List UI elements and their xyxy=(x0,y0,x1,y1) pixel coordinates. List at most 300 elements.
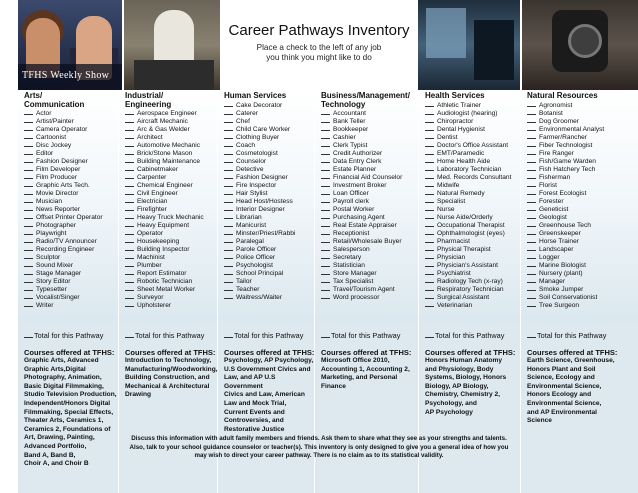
job-label: Musician xyxy=(36,198,63,205)
job-check-blank[interactable] xyxy=(321,292,330,299)
job-item xyxy=(24,132,103,140)
job-check-blank[interactable] xyxy=(527,260,536,267)
job-item xyxy=(425,148,511,156)
job-check-blank[interactable] xyxy=(24,300,33,307)
job-check-blank[interactable] xyxy=(24,132,33,139)
job-check-blank[interactable] xyxy=(425,156,434,163)
job-item xyxy=(224,276,295,284)
job-item xyxy=(224,164,295,172)
job-label: Cosmetologist xyxy=(236,150,278,157)
job-item xyxy=(425,116,511,124)
job-check-blank[interactable] xyxy=(125,188,134,195)
job-item xyxy=(224,188,295,196)
job-label: Payroll clerk xyxy=(333,198,369,205)
job-item xyxy=(321,172,402,180)
job-check-blank[interactable] xyxy=(125,220,134,227)
pathway-heading-line: Engineering xyxy=(125,100,172,109)
pathway-heading-line: Human Services xyxy=(224,91,287,100)
job-check-blank[interactable] xyxy=(425,100,434,107)
job-check-blank[interactable] xyxy=(321,196,330,203)
job-check-blank[interactable] xyxy=(224,212,233,219)
job-label: Athletic Trainer xyxy=(437,102,481,109)
job-check-blank[interactable] xyxy=(321,212,330,219)
job-check-blank[interactable] xyxy=(527,164,536,171)
job-check-blank[interactable] xyxy=(125,132,134,139)
courses-list: Graphic Arts, Advanced Graphic Arts,Digital Photography, Animation, Basic Digital Filmmaking, Studio Television Production, Independent/Honors Digital Filmmaking, Special Effects, Theater Arts, Ceramics 1, Ceramics 2, Foundations of Art, Drawing, Painting, Advanced Portfolio, Band A, Band B, Choir A, and Choir B xyxy=(24,357,117,468)
job-check-blank[interactable] xyxy=(125,300,134,307)
job-label: Investment Broker xyxy=(333,182,387,189)
job-check-blank[interactable] xyxy=(425,220,434,227)
job-item xyxy=(24,140,103,148)
job-label: Arc & Gas Welder xyxy=(137,126,190,133)
job-item xyxy=(224,212,295,220)
job-item xyxy=(125,300,204,308)
job-item xyxy=(527,252,604,260)
job-label: Loan Officer xyxy=(333,190,369,197)
job-check-blank[interactable] xyxy=(527,236,536,243)
job-item xyxy=(527,292,604,300)
job-check-blank[interactable] xyxy=(321,164,330,171)
job-check-blank[interactable] xyxy=(224,220,233,227)
job-check-blank[interactable] xyxy=(321,220,330,227)
job-label: Doctor's Office Assistant xyxy=(437,142,509,149)
job-check-blank[interactable] xyxy=(321,108,330,115)
job-check-blank[interactable] xyxy=(425,292,434,299)
job-label: Vocalist/Singer xyxy=(36,294,80,301)
job-label: Fiber Technologist xyxy=(539,142,593,149)
footer-note xyxy=(0,435,638,461)
job-check-blank[interactable] xyxy=(224,116,233,123)
job-check-blank[interactable] xyxy=(527,148,536,155)
job-label: Stage Manager xyxy=(36,270,82,277)
job-check-blank[interactable] xyxy=(125,156,134,163)
job-check-blank[interactable] xyxy=(24,156,33,163)
job-check-blank[interactable] xyxy=(425,252,434,259)
job-check-blank[interactable] xyxy=(125,228,134,235)
total-label: Total for this Pathway xyxy=(135,331,205,340)
job-label: Dental Hygienist xyxy=(437,126,486,133)
job-check-blank[interactable] xyxy=(527,244,536,251)
job-label: Manager xyxy=(539,278,566,285)
job-check-blank[interactable] xyxy=(125,140,134,147)
job-label: Natural Remedy xyxy=(437,190,485,197)
job-item xyxy=(527,244,604,252)
job-check-blank[interactable] xyxy=(224,164,233,171)
job-item xyxy=(527,276,604,284)
job-check-blank[interactable] xyxy=(527,172,536,179)
job-check-blank[interactable] xyxy=(224,132,233,139)
job-item xyxy=(24,164,103,172)
photographer-photo xyxy=(522,0,638,90)
job-check-blank[interactable] xyxy=(24,252,33,259)
job-check-blank[interactable] xyxy=(125,164,134,171)
job-label: Bookkeeper xyxy=(333,126,369,133)
job-check-blank[interactable] xyxy=(125,260,134,267)
job-label: Radio/TV Announcer xyxy=(36,238,97,245)
pathway-column xyxy=(315,90,418,493)
job-check-blank[interactable] xyxy=(425,228,434,235)
job-label: Fish/Game Warden xyxy=(539,158,596,165)
courses-label: Courses offered at TFHS: xyxy=(527,348,618,357)
job-check-blank[interactable] xyxy=(125,252,134,259)
job-item xyxy=(425,228,511,236)
header xyxy=(0,0,638,90)
job-label: Statistician xyxy=(333,262,365,269)
job-check-blank[interactable] xyxy=(425,140,434,147)
job-item xyxy=(321,156,402,164)
job-item xyxy=(527,132,604,140)
job-item xyxy=(425,244,511,252)
job-check-blank[interactable] xyxy=(24,268,33,275)
job-item xyxy=(24,228,103,236)
job-item xyxy=(425,172,511,180)
job-label: Heavy Truck Mechanic xyxy=(137,214,204,221)
job-item xyxy=(527,148,604,156)
job-check-blank[interactable] xyxy=(224,140,233,147)
job-label: Heavy Equipment xyxy=(137,222,190,229)
job-label: Credit Authorizer xyxy=(333,150,383,157)
job-check-blank[interactable] xyxy=(24,244,33,251)
job-item xyxy=(224,140,295,148)
job-check-blank[interactable] xyxy=(24,172,33,179)
pathway-heading-line: Natural Resources xyxy=(527,91,598,100)
job-check-blank[interactable] xyxy=(224,196,233,203)
job-label: Radiology Tech (x-ray) xyxy=(437,278,503,285)
job-check-blank[interactable] xyxy=(24,148,33,155)
job-label: Fashion Designer xyxy=(236,174,288,181)
job-label: Chemical Engineer xyxy=(137,182,193,189)
job-check-blank[interactable] xyxy=(425,124,434,131)
job-check-blank[interactable] xyxy=(527,140,536,147)
job-check-blank[interactable] xyxy=(425,268,434,275)
job-label: Farmer/Rancher xyxy=(539,134,588,141)
job-label: Pharmacist xyxy=(437,238,470,245)
job-check-blank[interactable] xyxy=(224,148,233,155)
job-label: Camera Operator xyxy=(36,126,88,133)
job-item xyxy=(425,132,511,140)
job-check-blank[interactable] xyxy=(527,228,536,235)
job-check-blank[interactable] xyxy=(224,244,233,251)
job-item xyxy=(425,108,511,116)
job-check-blank[interactable] xyxy=(24,276,33,283)
job-check-blank[interactable] xyxy=(125,284,134,291)
job-label: Actor xyxy=(36,110,52,117)
job-label: Detective xyxy=(236,166,264,173)
job-check-blank[interactable] xyxy=(24,228,33,235)
job-label: Fire Inspector xyxy=(236,182,277,189)
job-check-blank[interactable] xyxy=(24,140,33,147)
total-blank[interactable] xyxy=(125,331,134,338)
job-label: Cashier xyxy=(333,134,356,141)
job-item xyxy=(224,172,295,180)
total-blank[interactable] xyxy=(425,331,434,338)
total-blank[interactable] xyxy=(224,331,233,338)
job-check-blank[interactable] xyxy=(24,212,33,219)
server-room-photo xyxy=(418,0,520,90)
job-check-blank[interactable] xyxy=(321,172,330,179)
job-label: Recording Engineer xyxy=(36,246,95,253)
job-label: Psychiatrist xyxy=(437,270,471,277)
job-item xyxy=(425,252,511,260)
job-item xyxy=(425,268,511,276)
job-check-blank[interactable] xyxy=(125,212,134,219)
subtitle-line-1: Place a check to the left of any job xyxy=(256,43,382,52)
job-check-blank[interactable] xyxy=(321,188,330,195)
job-check-blank[interactable] xyxy=(527,268,536,275)
job-item xyxy=(224,180,295,188)
job-check-blank[interactable] xyxy=(125,268,134,275)
job-item xyxy=(425,236,511,244)
job-item xyxy=(125,140,204,148)
job-item xyxy=(321,268,402,276)
job-label: Teacher xyxy=(236,286,260,293)
job-item xyxy=(224,156,295,164)
job-label: Child Care Worker xyxy=(236,126,291,133)
job-label: Graphic Arts Tech. xyxy=(36,182,90,189)
job-check-blank[interactable] xyxy=(527,108,536,115)
job-item xyxy=(224,148,295,156)
job-check-blank[interactable] xyxy=(224,236,233,243)
job-check-blank[interactable] xyxy=(125,148,134,155)
pathway-total xyxy=(224,331,303,340)
job-check-blank[interactable] xyxy=(527,156,536,163)
job-check-blank[interactable] xyxy=(224,156,233,163)
job-check-blank[interactable] xyxy=(24,124,33,131)
job-check-blank[interactable] xyxy=(125,196,134,203)
job-item xyxy=(527,196,604,204)
job-item xyxy=(224,252,295,260)
job-check-blank[interactable] xyxy=(224,188,233,195)
job-label: Waitress/Waiter xyxy=(236,294,283,301)
job-check-blank[interactable] xyxy=(425,116,434,123)
job-item xyxy=(527,172,604,180)
job-check-blank[interactable] xyxy=(24,260,33,267)
job-check-blank[interactable] xyxy=(24,180,33,187)
job-item xyxy=(527,236,604,244)
job-check-blank[interactable] xyxy=(425,180,434,187)
total-blank[interactable] xyxy=(24,331,33,338)
job-item xyxy=(24,116,103,124)
job-check-blank[interactable] xyxy=(425,148,434,155)
job-check-blank[interactable] xyxy=(125,180,134,187)
job-label: Manicurist xyxy=(236,222,267,229)
job-label: Surgical Assistant xyxy=(437,294,490,301)
job-label: Parole Officer xyxy=(236,246,277,253)
job-item xyxy=(125,212,204,220)
job-check-blank[interactable] xyxy=(321,252,330,259)
job-check-blank[interactable] xyxy=(527,220,536,227)
job-item xyxy=(24,244,103,252)
job-check-blank[interactable] xyxy=(24,116,33,123)
job-check-blank[interactable] xyxy=(24,220,33,227)
total-blank[interactable] xyxy=(527,331,536,338)
job-check-blank[interactable] xyxy=(527,116,536,123)
job-check-blank[interactable] xyxy=(527,132,536,139)
job-check-blank[interactable] xyxy=(224,172,233,179)
job-label: EMT/Paramedic xyxy=(437,150,485,157)
job-label: Chiropractor xyxy=(437,118,474,125)
job-check-blank[interactable] xyxy=(125,204,134,211)
job-check-blank[interactable] xyxy=(527,188,536,195)
job-check-blank[interactable] xyxy=(425,236,434,243)
job-label: Firefighter xyxy=(137,206,167,213)
job-check-blank[interactable] xyxy=(224,268,233,275)
job-label: Civil Engineer xyxy=(137,190,178,197)
job-check-blank[interactable] xyxy=(425,196,434,203)
job-check-blank[interactable] xyxy=(224,284,233,291)
job-label: Purchasing Agent xyxy=(333,214,385,221)
job-check-blank[interactable] xyxy=(321,268,330,275)
job-check-blank[interactable] xyxy=(527,180,536,187)
pathway-heading-line: Business/Management/ xyxy=(321,91,410,100)
job-item xyxy=(125,196,204,204)
job-item xyxy=(527,180,604,188)
job-label: Retail/Wholesale Buyer xyxy=(333,238,402,245)
job-check-blank[interactable] xyxy=(425,284,434,291)
job-check-blank[interactable] xyxy=(224,252,233,259)
job-item xyxy=(125,220,204,228)
job-check-blank[interactable] xyxy=(527,284,536,291)
job-check-blank[interactable] xyxy=(24,108,33,115)
job-label: Occupational Therapist xyxy=(437,222,505,229)
job-label: Nurse xyxy=(437,206,455,213)
total-blank[interactable] xyxy=(321,331,330,338)
job-item xyxy=(527,300,604,308)
job-check-blank[interactable] xyxy=(425,276,434,283)
job-label: Real Estate Appraiser xyxy=(333,222,397,229)
job-label: Brick/Stone Mason xyxy=(137,150,193,157)
job-check-blank[interactable] xyxy=(527,300,536,307)
job-check-blank[interactable] xyxy=(224,292,233,299)
job-check-blank[interactable] xyxy=(224,180,233,187)
job-check-blank[interactable] xyxy=(321,260,330,267)
job-check-blank[interactable] xyxy=(425,172,434,179)
job-check-blank[interactable] xyxy=(425,260,434,267)
job-item xyxy=(321,284,402,292)
job-check-blank[interactable] xyxy=(224,108,233,115)
job-check-blank[interactable] xyxy=(321,148,330,155)
job-check-blank[interactable] xyxy=(527,100,536,107)
pathway-heading-line: Industrial/ xyxy=(125,91,164,100)
job-check-blank[interactable] xyxy=(224,228,233,235)
job-item xyxy=(24,212,103,220)
job-check-blank[interactable] xyxy=(321,156,330,163)
job-label: Forest Ecologist xyxy=(539,190,587,197)
job-check-blank[interactable] xyxy=(224,124,233,131)
job-label: Paralegal xyxy=(236,238,264,245)
job-check-blank[interactable] xyxy=(24,196,33,203)
courses-list: Introduction to Technology, Manufacturing/Woodworking, Building Construction, and Mechanical & Architectural Drawing xyxy=(125,357,218,399)
job-check-blank[interactable] xyxy=(321,116,330,123)
job-check-blank[interactable] xyxy=(425,188,434,195)
job-list xyxy=(527,100,604,308)
job-check-blank[interactable] xyxy=(125,116,134,123)
pathway-heading xyxy=(224,91,286,100)
job-item xyxy=(125,156,204,164)
job-check-blank[interactable] xyxy=(24,188,33,195)
job-check-blank[interactable] xyxy=(527,204,536,211)
job-item xyxy=(125,180,204,188)
job-label: Receptionist xyxy=(333,230,370,237)
job-check-blank[interactable] xyxy=(125,172,134,179)
job-check-blank[interactable] xyxy=(125,292,134,299)
job-check-blank[interactable] xyxy=(527,124,536,131)
job-check-blank[interactable] xyxy=(224,260,233,267)
job-check-blank[interactable] xyxy=(24,236,33,243)
job-check-blank[interactable] xyxy=(125,236,134,243)
job-check-blank[interactable] xyxy=(24,292,33,299)
job-check-blank[interactable] xyxy=(321,276,330,283)
tfhs-show-title: TFHS Weekly Show xyxy=(22,70,110,81)
job-check-blank[interactable] xyxy=(321,236,330,243)
job-label: Financial Aid Counselor xyxy=(333,174,403,181)
job-check-blank[interactable] xyxy=(321,204,330,211)
job-check-blank[interactable] xyxy=(321,284,330,291)
job-item xyxy=(24,252,103,260)
job-item xyxy=(125,188,204,196)
job-check-blank[interactable] xyxy=(425,212,434,219)
job-check-blank[interactable] xyxy=(125,108,134,115)
job-label: Plumber xyxy=(137,262,162,269)
job-check-blank[interactable] xyxy=(24,284,33,291)
job-label: Fire Ranger xyxy=(539,150,574,157)
job-check-blank[interactable] xyxy=(425,204,434,211)
job-check-blank[interactable] xyxy=(125,124,134,131)
job-label: Horse Trainer xyxy=(539,238,579,245)
job-check-blank[interactable] xyxy=(527,212,536,219)
job-check-blank[interactable] xyxy=(425,108,434,115)
job-check-blank[interactable] xyxy=(321,124,330,131)
job-check-blank[interactable] xyxy=(224,204,233,211)
job-check-blank[interactable] xyxy=(425,132,434,139)
job-check-blank[interactable] xyxy=(321,140,330,147)
job-check-blank[interactable] xyxy=(125,244,134,251)
job-check-blank[interactable] xyxy=(24,204,33,211)
job-label: Report Estimator xyxy=(137,270,187,277)
job-check-blank[interactable] xyxy=(527,252,536,259)
job-label: Salesperson xyxy=(333,246,370,253)
job-check-blank[interactable] xyxy=(527,276,536,283)
pathway-heading-line: Health Services xyxy=(425,91,485,100)
job-item xyxy=(125,236,204,244)
job-item xyxy=(321,220,402,228)
job-check-blank[interactable] xyxy=(527,292,536,299)
job-check-blank[interactable] xyxy=(24,164,33,171)
job-check-blank[interactable] xyxy=(224,276,233,283)
job-check-blank[interactable] xyxy=(321,244,330,251)
job-check-blank[interactable] xyxy=(425,244,434,251)
job-item xyxy=(321,260,402,268)
job-check-blank[interactable] xyxy=(321,180,330,187)
job-check-blank[interactable] xyxy=(224,100,233,107)
job-label: Midwife xyxy=(437,182,460,189)
job-check-blank[interactable] xyxy=(321,132,330,139)
job-label: Greenhouse Tech xyxy=(539,222,591,229)
job-label: Hair Stylist xyxy=(236,190,268,197)
job-label: Operator xyxy=(137,230,164,237)
job-check-blank[interactable] xyxy=(425,300,434,307)
job-check-blank[interactable] xyxy=(527,196,536,203)
job-check-blank[interactable] xyxy=(321,228,330,235)
job-label: Veterinarian xyxy=(437,302,473,309)
job-check-blank[interactable] xyxy=(425,164,434,171)
job-label: Librarian xyxy=(236,214,262,221)
job-check-blank[interactable] xyxy=(125,276,134,283)
job-item xyxy=(224,204,295,212)
job-item xyxy=(425,124,511,132)
job-label: Aerospace Engineer xyxy=(137,110,197,117)
job-label: Bank Teller xyxy=(333,118,366,125)
